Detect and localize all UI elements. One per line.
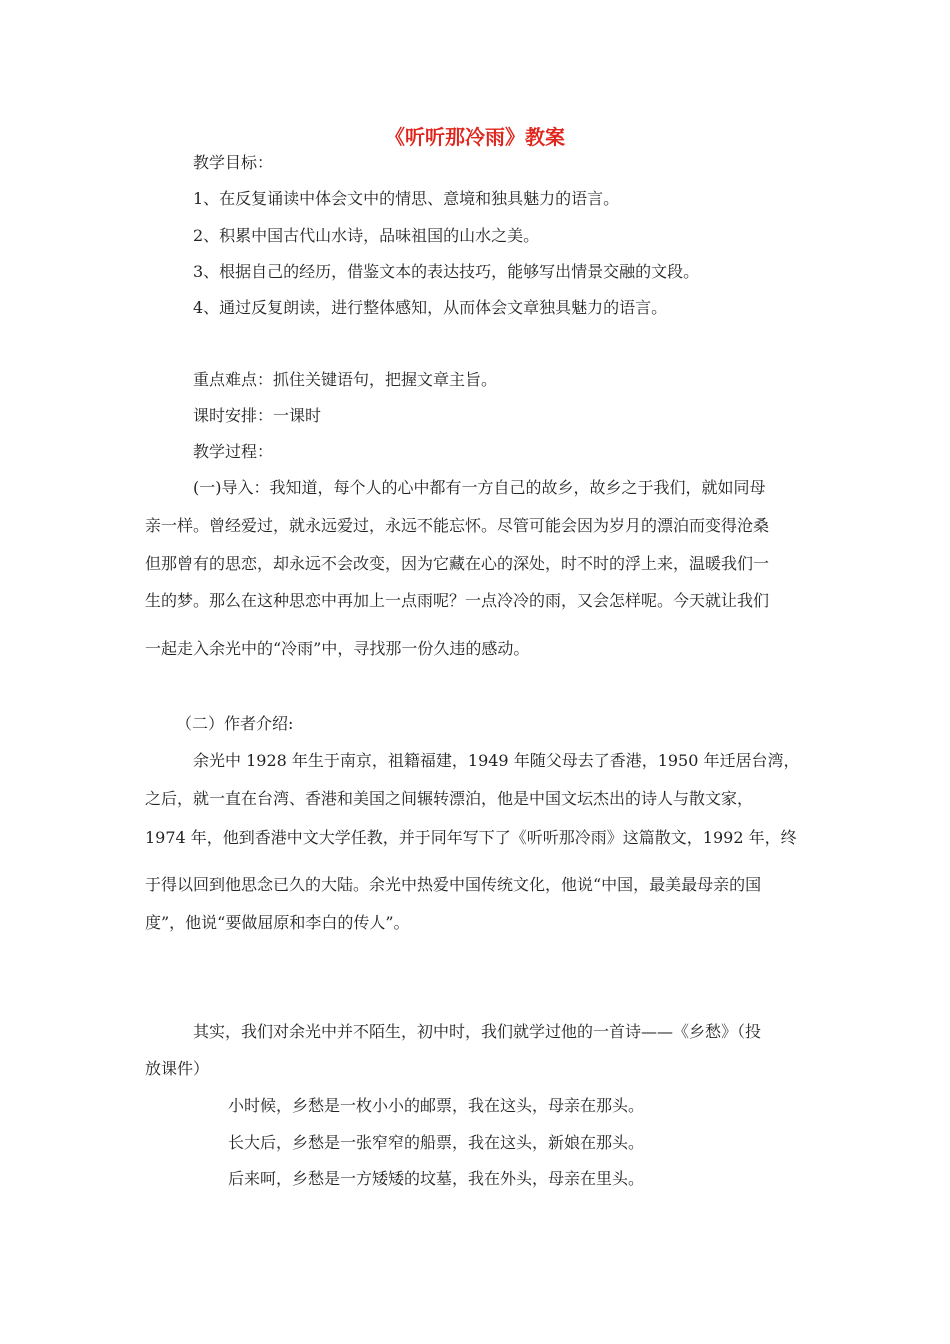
document-title: 《听听那冷雨》教案 <box>385 125 565 149</box>
author-paragraph-line: 余光中 1928 年生于南京，祖籍福建，1949 年随父母去了香港，1950 年迁居台湾， <box>193 751 800 770</box>
poem-line: 长大后，乡愁是一张窄窄的船票，我在这头，新娘在那头。 <box>228 1133 645 1152</box>
process-heading: 教学过程： <box>193 442 274 461</box>
schedule: 课时安排：一课时 <box>193 406 322 425</box>
intro-paragraph-line: 生的梦。那么在这种思恋中再加上一点雨呢？一点冷冷的雨，又会怎样呢。今天就让我们 <box>145 591 770 610</box>
key-points: 重点难点：抓住关键语句，把握文章主旨。 <box>193 370 498 389</box>
objectives-heading: 教学目标： <box>193 153 274 172</box>
author-paragraph-line: 度”，他说“要做屈原和李白的传人”。 <box>145 913 410 932</box>
objective-item: 1、在反复诵读中体会文中的情思、意境和独具魅力的语言。 <box>193 189 620 208</box>
intro-paragraph-line: 亲一样。曾经爱过，就永远爱过，永远不能忘怀。尽管可能会因为岁月的漂泊而变得沧桑 <box>145 516 770 535</box>
intro-paragraph-line: (一)导入：我知道，每个人的心中都有一方自己的故乡，故乡之于我们，就如同母 <box>193 478 766 497</box>
poem-intro-line: 放课件） <box>145 1059 210 1078</box>
author-paragraph-line: 之后，就一直在台湾、香港和美国之间辗转漂泊，他是中国文坛杰出的诗人与散文家， <box>145 789 754 808</box>
intro-paragraph-line: 但那曾有的思恋，却永远不会改变，因为它藏在心的深处，时不时的浮上来，温暖我们一 <box>145 554 770 573</box>
poem-line: 后来呵，乡愁是一方矮矮的坟墓，我在外头，母亲在里头。 <box>228 1169 645 1188</box>
author-paragraph-line: 1974 年，他到香港中文大学任教，并于同年写下了《听听那冷雨》这篇散文，1992 年，终 <box>145 828 797 847</box>
objective-item: 3、根据自己的经历，借鉴文本的表达技巧，能够写出情景交融的文段。 <box>193 262 700 281</box>
author-heading: （二）作者介绍: <box>176 714 294 733</box>
author-paragraph-line: 于得以回到他思念已久的大陆。余光中热爱中国传统文化，他说“中国，最美最母亲的国 <box>145 875 762 894</box>
poem-intro-line: 其实，我们对余光中并不陌生，初中时，我们就学过他的一首诗——《乡愁》（投 <box>193 1022 762 1041</box>
objective-item: 4、通过反复朗读，进行整体感知，从而体会文章独具魅力的语言。 <box>193 298 668 317</box>
objective-item: 2、积累中国古代山水诗，品味祖国的山水之美。 <box>193 226 540 245</box>
poem-line: 小时候，乡愁是一枚小小的邮票，我在这头，母亲在那头。 <box>228 1096 645 1115</box>
intro-paragraph-line: 一起走入余光中的“冷雨”中，寻找那一份久违的感动。 <box>145 639 530 658</box>
